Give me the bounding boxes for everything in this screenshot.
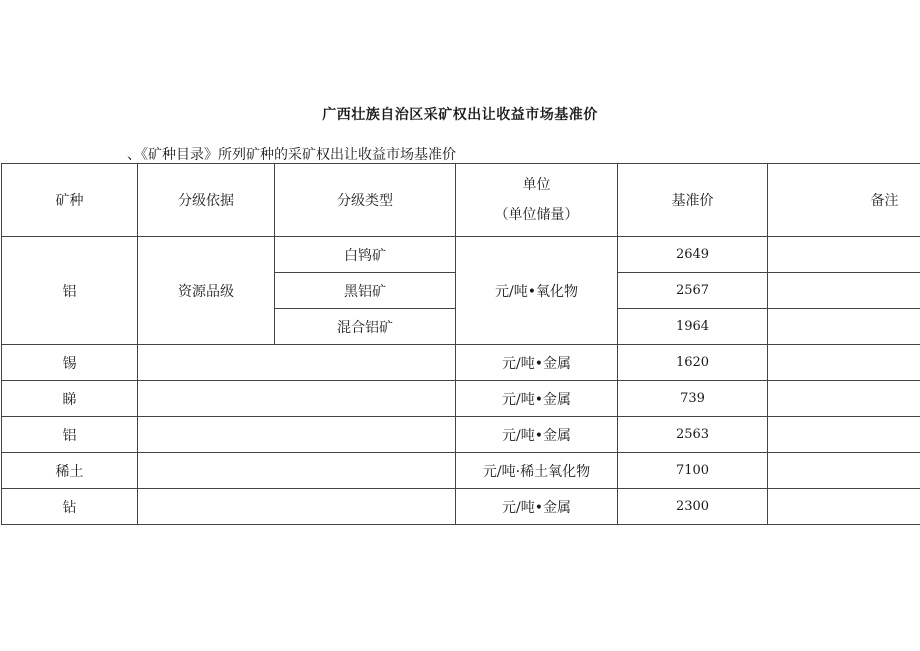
table-header-row: [2, 164, 920, 237]
section-subtitle: 、《矿种目录》所列矿种的采矿权出让收益市场基准价: [127, 147, 456, 163]
table-row: [2, 345, 920, 381]
cell-remark: [768, 417, 920, 453]
header-unit-line1: 单位: [522, 177, 551, 193]
cell-remark: [768, 273, 920, 309]
table-row: [2, 489, 920, 525]
cell-mineral: 锡: [2, 345, 138, 381]
header-mineral: 矿种: [2, 164, 138, 237]
cell-remark: [768, 453, 920, 489]
price-table: [1, 163, 920, 525]
cell-basis-type: [138, 417, 456, 453]
header-price: 基准价: [618, 164, 768, 237]
cell-basis: 资源品级: [138, 237, 275, 345]
header-type: 分级类型: [275, 164, 456, 237]
cell-basis-type: [138, 453, 456, 489]
cell-price: 1964: [618, 309, 768, 345]
cell-mineral: 钻: [2, 489, 138, 525]
header-remark: 备注: [768, 164, 920, 237]
cell-mineral: 稀土: [2, 453, 138, 489]
cell-remark: [768, 489, 920, 525]
cell-basis-type: [138, 489, 456, 525]
header-basis: 分级依据: [138, 164, 275, 237]
cell-unit: 元/吨•金属: [456, 489, 618, 525]
cell-unit: 元/吨•金属: [456, 417, 618, 453]
table-row: [2, 417, 920, 453]
header-unit: [456, 164, 618, 237]
table-row: [2, 453, 920, 489]
header-unit-line2: （单位储量）: [494, 207, 579, 223]
cell-type: 黑铝矿: [275, 273, 456, 309]
cell-remark: [768, 381, 920, 417]
cell-remark: [768, 345, 920, 381]
table-row: [2, 237, 920, 273]
cell-unit: 元/吨·稀土氧化物: [456, 453, 618, 489]
cell-mineral: 睇: [2, 381, 138, 417]
cell-remark: [768, 237, 920, 273]
page-title: 广西壮族自治区采矿权出让收益市场基准价: [322, 107, 598, 123]
table-row: [2, 381, 920, 417]
cell-basis-type: [138, 345, 456, 381]
cell-unit: 元/吨•金属: [456, 345, 618, 381]
cell-mineral: 铝: [2, 417, 138, 453]
cell-price: 1620: [618, 345, 768, 381]
cell-price: 2649: [618, 237, 768, 273]
cell-unit: 元/吨•金属: [456, 381, 618, 417]
cell-price: 2567: [618, 273, 768, 309]
cell-unit: 元/吨•氧化物: [456, 237, 618, 345]
cell-remark: [768, 309, 920, 345]
cell-mineral: 铝: [2, 237, 138, 345]
cell-basis-type: [138, 381, 456, 417]
cell-price: 7100: [618, 453, 768, 489]
cell-price: 739: [618, 381, 768, 417]
cell-type: 白鸨矿: [275, 237, 456, 273]
cell-type: 混合铝矿: [275, 309, 456, 345]
cell-price: 2300: [618, 489, 768, 525]
cell-price: 2563: [618, 417, 768, 453]
